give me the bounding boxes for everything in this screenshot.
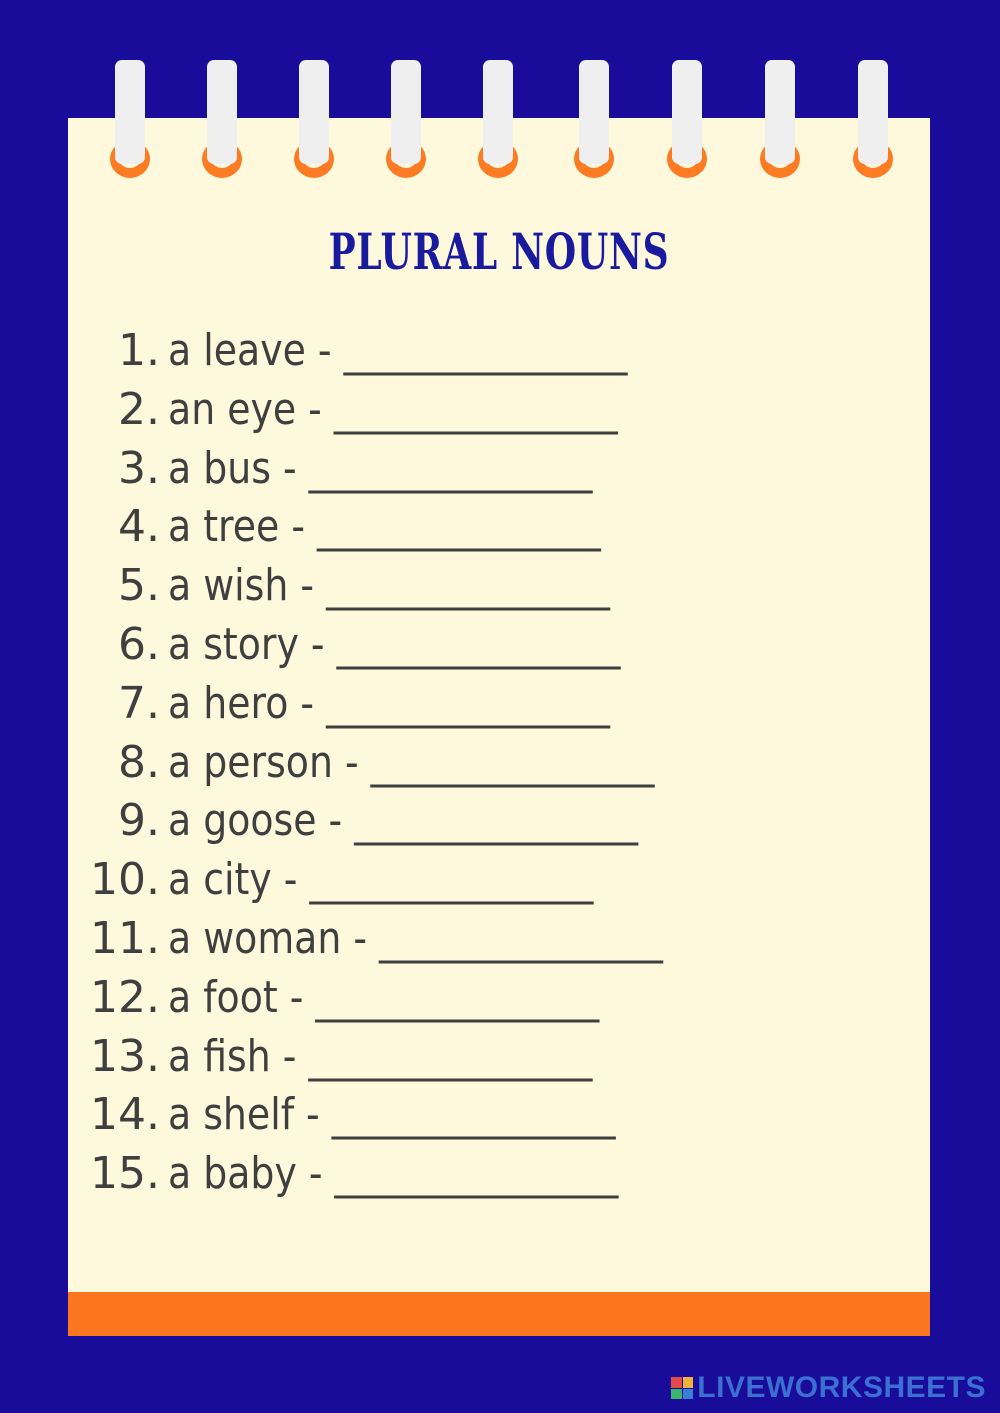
item-number: 15. — [90, 1148, 160, 1199]
spiral-binding — [483, 60, 513, 164]
spiral-binding — [391, 60, 421, 164]
item-number: 14. — [90, 1089, 160, 1140]
item-number: 6. — [118, 619, 160, 670]
item-text[interactable]: a goose - _______________ — [168, 795, 639, 846]
item-text[interactable]: a story - _______________ — [168, 619, 621, 670]
item-text[interactable]: a baby - _______________ — [168, 1148, 619, 1199]
item-text[interactable]: a foot - _______________ — [168, 972, 600, 1023]
item-text[interactable]: a bus - _______________ — [168, 443, 593, 494]
watermark-text: LIVEWORKSHEETS — [697, 1371, 986, 1404]
spiral-binding — [115, 60, 145, 164]
worksheet-title: PLURAL NOUNS — [328, 222, 670, 281]
spiral-binding — [299, 60, 329, 164]
notepad-footer-band — [68, 1292, 930, 1336]
liveworksheets-logo-icon — [671, 1377, 693, 1399]
spiral-binding — [207, 60, 237, 164]
item-number: 3. — [118, 443, 160, 494]
item-number: 1. — [118, 325, 160, 376]
watermark — [671, 1371, 986, 1405]
item-number: 2. — [118, 384, 160, 435]
item-number: 12. — [90, 972, 160, 1023]
spiral-binding — [765, 60, 795, 164]
item-text[interactable]: a fish - _______________ — [168, 1031, 593, 1082]
item-number: 4. — [118, 501, 160, 552]
item-text[interactable]: a shelf - _______________ — [168, 1089, 616, 1140]
item-text[interactable]: a woman - _______________ — [168, 913, 663, 964]
spiral-binding — [858, 60, 888, 164]
item-number: 9. — [118, 795, 160, 846]
item-text[interactable]: a tree - _______________ — [168, 501, 601, 552]
item-number: 7. — [118, 678, 160, 729]
item-text[interactable]: an eye - _______________ — [168, 384, 618, 435]
item-text[interactable]: a city - _______________ — [168, 854, 594, 905]
item-text[interactable]: a hero - _______________ — [168, 678, 610, 729]
item-number: 11. — [90, 913, 160, 964]
item-text[interactable]: a wish - _______________ — [168, 560, 610, 611]
item-text[interactable]: a person - _______________ — [168, 737, 655, 788]
item-text[interactable]: a leave - _______________ — [168, 325, 628, 376]
spiral-binding — [672, 60, 702, 164]
spiral-binding — [579, 60, 609, 164]
item-number: 5. — [118, 560, 160, 611]
item-number: 13. — [90, 1031, 160, 1082]
item-number: 10. — [90, 854, 160, 905]
item-number: 8. — [118, 737, 160, 788]
